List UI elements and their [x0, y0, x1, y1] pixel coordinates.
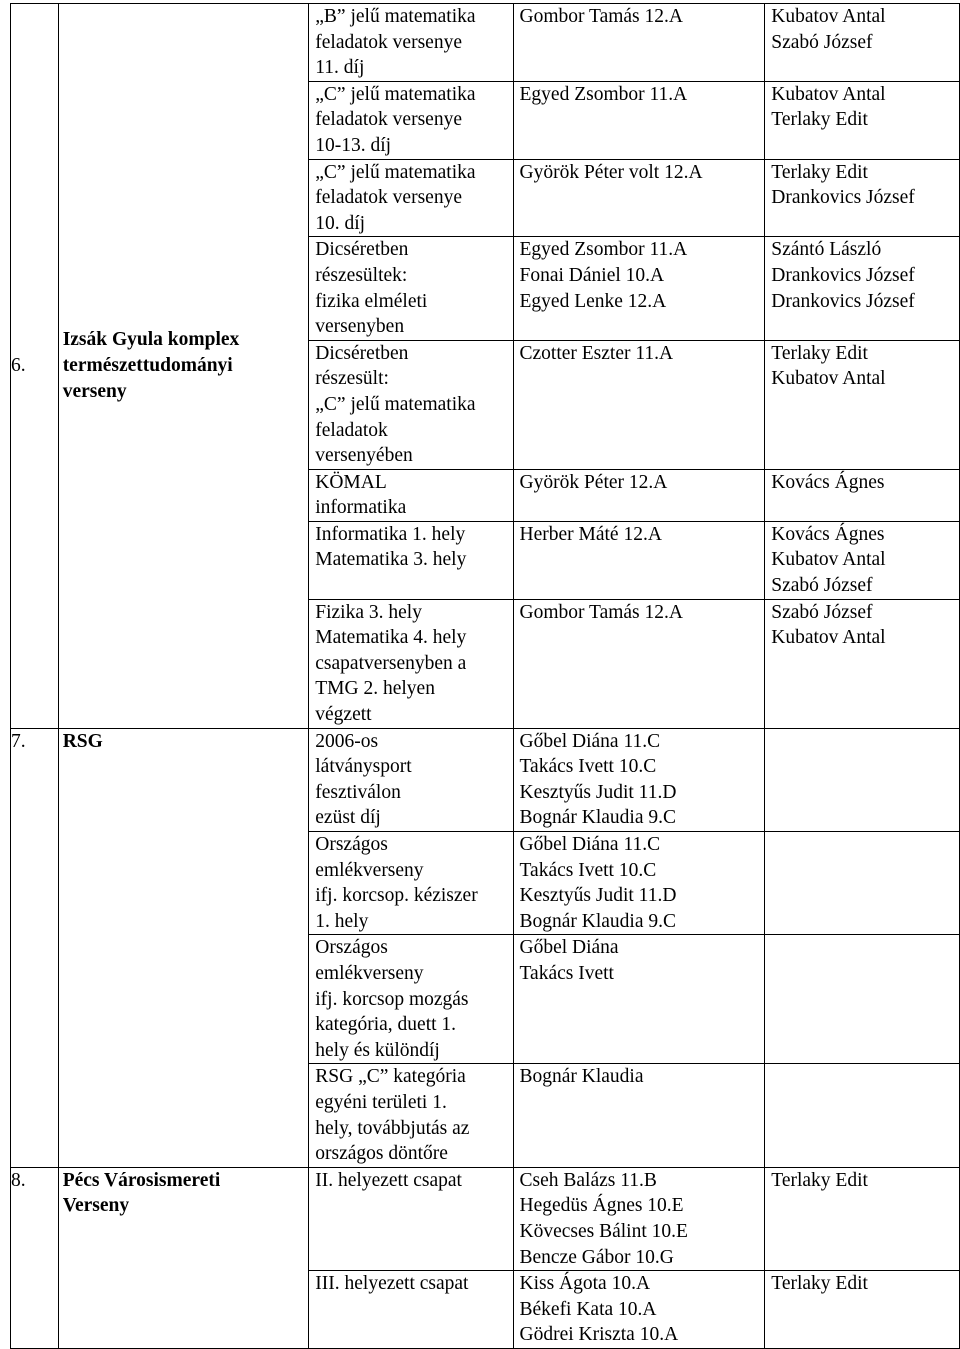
award-cell	[309, 832, 513, 935]
teachers-cell	[765, 832, 960, 935]
teachers-cell	[765, 469, 960, 521]
teachers-line: Szabó József	[771, 575, 873, 597]
teachers-line: Drankovics József	[771, 264, 915, 286]
award-cell	[309, 81, 513, 159]
award-line: TMG 2. helyen	[315, 678, 435, 700]
award-line: feladatok versenye	[315, 31, 462, 53]
teachers-line: Terlaky Edit	[771, 342, 868, 364]
teachers-line: Kubatov Antal	[771, 627, 886, 649]
students-cell	[513, 81, 765, 159]
students-cell	[513, 1167, 765, 1270]
students-cell	[513, 728, 765, 831]
competition-number: 7.	[11, 730, 26, 752]
award-line: versenyben	[315, 316, 405, 338]
students-cell	[513, 832, 765, 935]
award-cell	[309, 935, 513, 1064]
award-cell	[309, 159, 513, 237]
students-line: Kövecses Bálint 10.E	[519, 1220, 688, 1242]
award-cell	[309, 1064, 513, 1167]
competition-name-cell	[58, 728, 309, 1167]
teachers-cell	[765, 4, 960, 82]
award-line: végzett	[315, 704, 372, 726]
award-line: feladatok versenye	[315, 187, 462, 209]
students-line: Békefi Kata 10.A	[519, 1298, 657, 1320]
award-line: részesültek:	[315, 264, 408, 286]
award-line: 2006-os	[315, 730, 379, 752]
award-line: Dicséretben	[315, 342, 409, 364]
award-line: „C” jelű matematika	[315, 393, 476, 415]
table-row	[11, 728, 960, 831]
award-cell	[309, 469, 513, 521]
award-cell	[309, 1271, 513, 1349]
teachers-line: Kubatov Antal	[771, 368, 886, 390]
award-line: III. helyezett csapat	[315, 1273, 469, 1295]
competition-name-line: verseny	[62, 380, 127, 402]
students-cell	[513, 599, 765, 728]
competition-name-line: Verseny	[62, 1195, 130, 1217]
award-line: Matematika 3. hely	[315, 549, 467, 571]
students-cell	[513, 1064, 765, 1167]
students-cell	[513, 159, 765, 237]
results-table	[10, 3, 960, 1349]
competition-name-line: természettudományi	[62, 355, 233, 377]
students-line: Cseh Balázs 11.B	[519, 1169, 657, 1191]
award-line: részesült:	[315, 368, 389, 390]
award-line: emlékverseny	[315, 962, 424, 984]
award-cell	[309, 728, 513, 831]
competition-name-cell	[58, 4, 309, 729]
students-cell	[513, 237, 765, 340]
students-line: Györök Péter 12.A	[519, 471, 668, 493]
students-line: Herber Máté 12.A	[519, 523, 662, 545]
students-line: Gőbel Diána 11.C	[519, 834, 661, 855]
award-line: 10. díj	[315, 212, 366, 234]
teachers-line: Drankovics József	[771, 290, 915, 312]
competition-number: 6.	[11, 355, 26, 377]
competition-name-line: Pécs Városismereti	[62, 1169, 221, 1191]
students-line: Gödrei Kriszta 10.A	[519, 1324, 679, 1346]
award-line: hely és különdíj	[315, 1039, 440, 1061]
students-line: Egyed Lenke 12.A	[519, 290, 667, 312]
competition-number-cell	[11, 728, 59, 1167]
teachers-line: Terlaky Edit	[771, 109, 868, 131]
students-line: Gőbel Diána	[519, 937, 619, 959]
students-cell	[513, 4, 765, 82]
students-line: Bencze Gábor 10.G	[519, 1246, 674, 1268]
award-line: Országos	[315, 834, 388, 855]
award-line: egyéni területi 1.	[315, 1091, 447, 1113]
teachers-line: Terlaky Edit	[771, 1169, 868, 1191]
students-line: Kiss Ágota 10.A	[519, 1273, 651, 1295]
award-line: ezüst díj	[315, 807, 381, 829]
students-cell	[513, 469, 765, 521]
award-line: látványsport	[315, 756, 412, 778]
award-line: feladatok versenye	[315, 109, 462, 131]
competition-number-cell	[11, 1167, 59, 1348]
students-line: Bognár Klaudia 9.C	[519, 910, 677, 932]
teachers-cell	[765, 521, 960, 599]
students-line: Takács Ivett 10.C	[519, 756, 657, 778]
award-line: Informatika 1. hely	[315, 523, 466, 545]
teachers-line: Terlaky Edit	[771, 1273, 868, 1295]
students-line: Fonai Dániel 10.A	[519, 264, 665, 286]
award-line: KÖMAL	[315, 471, 387, 493]
teachers-line: Szántó László	[771, 239, 882, 261]
award-line: versenyében	[315, 445, 413, 467]
award-line: RSG „C” kategória	[315, 1066, 466, 1088]
teachers-line: Kubatov Antal	[771, 549, 886, 571]
students-line: Gombor Tamás 12.A	[519, 6, 683, 27]
award-line: feladatok	[315, 419, 388, 441]
teachers-cell	[765, 599, 960, 728]
students-line: Takács Ivett	[519, 962, 614, 984]
teachers-cell	[765, 159, 960, 237]
award-line: emlékverseny	[315, 859, 424, 881]
award-line: 11. díj	[315, 57, 365, 79]
teachers-line: Terlaky Edit	[771, 161, 868, 183]
teachers-line: Kovács Ágnes	[771, 523, 885, 545]
students-line: Gőbel Diána 11.C	[519, 730, 661, 752]
competition-name-line: RSG	[62, 730, 103, 752]
award-line: Matematika 4. hely	[315, 627, 467, 649]
teachers-line: Szabó József	[771, 601, 873, 623]
award-line: Fizika 3. hely	[315, 601, 422, 623]
award-line: hely, továbbjutás az	[315, 1117, 470, 1139]
award-line: „C” jelű matematika	[315, 83, 476, 105]
teachers-cell	[765, 81, 960, 159]
teachers-cell	[765, 1167, 960, 1270]
teachers-cell	[765, 340, 960, 469]
students-line: Györök Péter volt 12.A	[519, 161, 703, 183]
award-cell	[309, 521, 513, 599]
award-line: kategória, duett 1.	[315, 1014, 457, 1036]
award-line: 1. hely	[315, 910, 369, 932]
students-line: Takács Ivett 10.C	[519, 859, 657, 881]
award-line: ifj. korcsop. kéziszer	[315, 885, 478, 907]
award-line: csapatversenyben a	[315, 652, 467, 674]
award-line: fizika elméleti	[315, 290, 428, 312]
competition-name-cell	[58, 1167, 309, 1348]
teachers-cell	[765, 728, 960, 831]
students-cell	[513, 340, 765, 469]
award-line: „C” jelű matematika	[315, 161, 476, 183]
award-line: informatika	[315, 497, 407, 519]
award-line: 10-13. díj	[315, 134, 392, 156]
teachers-line: Kubatov Antal	[771, 6, 886, 27]
competition-name-line: Izsák Gyula komplex	[62, 329, 240, 351]
award-cell	[309, 340, 513, 469]
award-line: II. helyezett csapat	[315, 1169, 462, 1191]
table-row	[11, 4, 960, 82]
students-line: Egyed Zsombor 11.A	[519, 83, 688, 105]
award-line: országos döntőre	[315, 1143, 448, 1165]
students-cell	[513, 935, 765, 1064]
competition-number-cell	[11, 4, 59, 729]
award-line: Országos	[315, 937, 388, 959]
award-cell	[309, 4, 513, 82]
award-line: fesztiválon	[315, 781, 401, 803]
students-line: Czotter Eszter 11.A	[519, 342, 674, 364]
teachers-cell	[765, 935, 960, 1064]
award-cell	[309, 599, 513, 728]
students-cell	[513, 521, 765, 599]
teachers-cell	[765, 1271, 960, 1349]
competition-number: 8.	[11, 1169, 26, 1191]
award-line: Dicséretben	[315, 239, 409, 261]
award-cell	[309, 237, 513, 340]
teachers-cell	[765, 237, 960, 340]
award-line: ifj. korcsop mozgás	[315, 988, 469, 1010]
students-line: Kesztyűs Judit 11.D	[519, 885, 677, 907]
teachers-cell	[765, 1064, 960, 1167]
students-line: Hegedüs Ágnes 10.E	[519, 1195, 684, 1217]
teachers-line: Kubatov Antal	[771, 83, 886, 105]
students-line: Egyed Zsombor 11.A	[519, 239, 688, 261]
students-line: Gombor Tamás 12.A	[519, 601, 683, 623]
teachers-line: Drankovics József	[771, 187, 915, 209]
award-line: „B” jelű matematika	[315, 6, 476, 27]
students-cell	[513, 1271, 765, 1349]
students-line: Kesztyűs Judit 11.D	[519, 781, 677, 803]
table-row	[11, 1167, 960, 1270]
teachers-line: Kovács Ágnes	[771, 471, 885, 493]
award-cell	[309, 1167, 513, 1270]
students-line: Bognár Klaudia 9.C	[519, 807, 677, 829]
teachers-line: Szabó József	[771, 31, 873, 53]
students-line: Bognár Klaudia	[519, 1066, 644, 1088]
